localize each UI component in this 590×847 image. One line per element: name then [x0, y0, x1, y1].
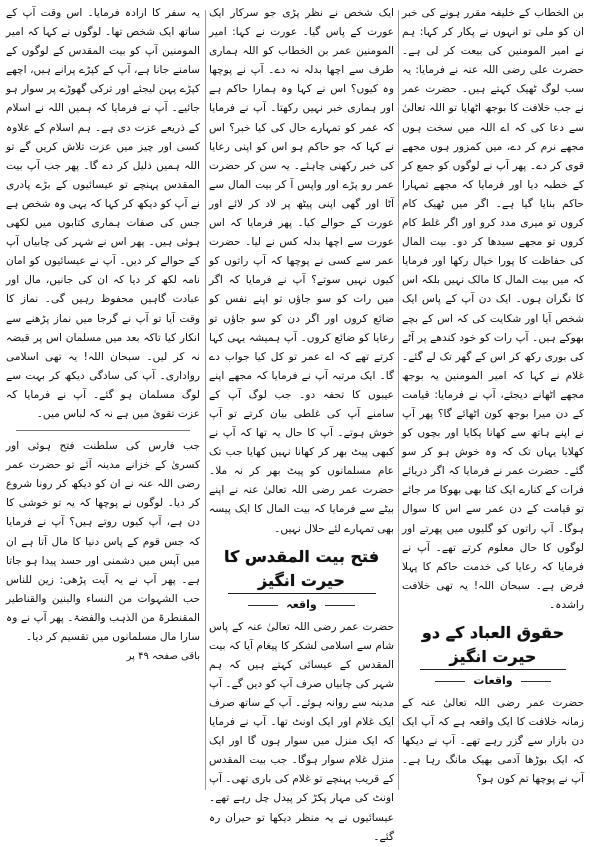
- column-middle: [209, 4, 394, 843]
- section-heading: فتح بیت المقدس کا حیرت انگیز: [209, 545, 394, 594]
- section-subheading-text: واقعات: [465, 672, 520, 690]
- section-subheading-text: واقعہ: [278, 596, 324, 614]
- section-subheading: [402, 672, 584, 690]
- column-left: [6, 4, 200, 796]
- article-text: حضرت عمر رضی اللہ تعالیٰ عنہ کے زمانہ خلافت کا ایک واقعہ ہے کہ آپ ایک دن بازار سے گزر رہے تھے۔ آپ نے دیکھا کہ ایک بوڑھا آدمی بھیک مانگ رہا ہے۔ آپ نے پوچھا تم کون ہو؟: [402, 697, 584, 786]
- column-right: [402, 4, 584, 796]
- article-text: بن الخطاب کے خلیفہ مقرر ہونے کی خبر ان کو ملی تو انہوں نے پکار کر کہا: ہم نے امیر المومنین کی بیعت کر لی ہے۔ حضرت علی رضی اللہ عنہ نے فرمایا: یہ سب لوگ ٹھیک کہتے ہیں۔ حضرت عمر نے جب خلافت کا بوجھ اٹھایا تو اللہ تعالیٰ سے دعا کی کہ اے اللہ میں سخت ہوں مجھے نرم کر دے، میں کمزور ہوں مجھے قوی کر دے۔ پھر آپ نے لوگوں کو جمع کر کے خطبہ دیا اور فرمایا کہ مجھے تمہارا حاکم بنایا گیا ہے۔ اگر میں ٹھیک کام کروں تو میری مدد کرو اور اگر غلط کام کروں تو مجھے سیدھا کر دو۔ بیت المال کی حفاظت کا پورا خیال رکھا اور فرمایا کہ میں بیت المال کا مالک نہیں بلکہ اس کا نگران ہوں۔ ایک دن آپ کے پاس ایک شخص آیا اور شکایت کی کہ اس کے بچے بھوکے ہیں۔ آپ رات کو خود کندھے پر آٹے کی بوری رکھ کر اس کے گھر تک لے گئے۔ غلام نے کہا کہ امیر المومنین یہ بوجھ مجھے اٹھانے دیجئے، آپ نے فرمایا: قیامت کے دن میرا بوجھ کون اٹھائے گا؟ پھر آپ نے اپنے ہاتھ سے کھانا پکایا اور بچوں کو کھلایا یہاں تک کہ وہ خوش ہو کر سو گئے۔ حضرت عمر نے فرمایا کہ اگر دریائے فرات کے کنارے ایک کتا بھی بھوکا مر جائے تو قیامت کے دن عمر سے اس کا سوال ہوگا۔ آپ راتوں کو گلیوں میں پھرتے اور لوگوں کا حال معلوم کرتے تھے۔ آپ نے فرمایا کہ رعایا کی خدمت حاکم کا پہلا فرض ہے۔ سبحان اللہ! یہ تھی خلافت راشدہ۔: [402, 7, 584, 611]
- column-divider: [205, 10, 206, 790]
- continued-note: باقی صفحہ ۴۹ پر: [126, 651, 200, 663]
- story-divider: [16, 430, 190, 431]
- article-text: حضرت عمر رضی اللہ تعالیٰ عنہ کے پاس شام سے اسلامی لشکر کا پیغام آیا کہ بیت المقدس کے عیسائی کہتے ہیں کہ ہم شہر کی چابیاں صرف آپ کو دیں گے۔ آپ مدینہ سے روانہ ہوئے۔ آپ کے ساتھ صرف ایک غلام اور ایک اونٹ تھا۔ آپ نے فرمایا کہ ایک منزل میں سوار ہوں گا اور ایک منزل غلام سوار ہوگا۔ جب بیت المقدس کے قریب پہنچے تو غلام کی باری تھی۔ آپ اونٹ کی مہار پکڑ کر پیدل چل رہے تھے۔ عیسائیوں نے یہ منظر دیکھا تو حیران رہ گئے۔: [209, 620, 394, 843]
- newspaper-page: [6, 4, 584, 843]
- article-text: جب فارس کی سلطنت فتح ہوئی اور کسریٰ کے خزانے مدینہ آئے تو حضرت عمر رضی اللہ عنہ نے ان کو دیکھ کر رونا شروع کر دیا۔ لوگوں نے پوچھا کہ یہ تو خوشی کا دن ہے، آپ کیوں روتے ہیں؟ آپ نے فرمایا کہ جس قوم کے پاس دنیا کا مال آتا ہے ان میں آپس میں دشمنی اور حسد پیدا ہو جاتا ہے۔ پھر آپ نے یہ آیت پڑھی: زین للناس حب الشہوات من النساء والبنین والقناطیر المقنطرۃ من الذہب والفضۃ۔ پھر آپ نے وہ سارا مال مسلمانوں میں تقسیم کر دیا۔: [6, 440, 200, 643]
- article-text: ایک شخص نے نظر پڑی جو سرکار ایک عورت کے پاس گیا۔ عورت نے کہا: امیر المومنین عمر بن الخطاب کو اللہ ہماری طرف سے اچھا بدلہ نہ دے۔ آپ نے پوچھا وہ کیوں؟ اس نے کہا وہ ہمارا حاکم ہے اور ہماری خبر نہیں رکھتا۔ آپ نے فرمایا کہ عمر کو تمہارے حال کی کیا خبر؟ اس نے کہا کہ جو حاکم ہو اس کو اپنی رعایا کی خبر رکھنی چاہئے۔ یہ سن کر حضرت عمر رو پڑے اور واپس آ کر بیت المال سے آٹا اور گھی اپنی پیٹھ پر لاد کر لائے اور عورت کے حوالے کیا۔ پھر فرمایا کہ اس عورت سے اچھا بدلہ کس نے لیا۔ حضرت عمر سے کسی نے پوچھا کہ آپ راتوں کو کیوں نہیں سوتے؟ آپ نے فرمایا کہ اگر میں رات کو سو جاؤں تو اپنے نفس کو ضائع کروں اور اگر دن کو سو جاؤں تو رعایا کو ضائع کروں۔ آپ ہمیشہ یہی کہا کرتے تھے کہ اے عمر تو کل کیا جواب دے گا۔ ایک مرتبہ آپ نے فرمایا کہ مجھے اپنے عیبوں کا تحفہ دو۔ جب لوگ آپ کے سامنے آپ کی غلطی بیان کرتے تو آپ خوش ہوتے۔ آپ کا حال یہ تھا کہ آپ نے کبھی پیٹ بھر کر کھانا نہیں کھایا جب تک عام مسلمانوں کو پیٹ بھر کر نہ ملا۔ حضرت عمر رضی اللہ تعالیٰ عنہ نے اپنے بیٹے سے فرمایا کہ بیت المال کا ایک پیسہ بھی تمہارے لئے حلال نہیں۔: [209, 7, 394, 535]
- section-heading: حقوق العباد کے دو حیرت انگیز: [402, 621, 584, 670]
- column-divider: [398, 10, 399, 790]
- section-subheading: [209, 596, 394, 614]
- article-text: یہ سفر کا ارادہ فرمایا۔ اس وقت آپ کے ساتھ ایک شخص تھا۔ لوگوں نے کہا کہ امیر المومنین آپ کو بیت المقدس کے لوگوں کے سامنے جانا ہے، آپ کے کپڑے پرانے ہیں، اچھے کپڑے پہن لیجئے اور ترکی گھوڑے پر سوار ہو جائیے۔ آپ نے فرمایا کہ ہمیں اللہ نے اسلام کے ذریعے عزت دی ہے۔ ہم اسلام کے علاوہ کسی اور چیز میں عزت تلاش کریں گے تو اللہ ہمیں ذلیل کر دے گا۔ پھر جب آپ بیت المقدس پہنچے تو عیسائیوں کے بڑے پادری نے آپ کو دیکھ کر کہا کہ یہی وہ شخص ہے جس کی صفات ہماری کتابوں میں لکھی ہوئی ہیں۔ پھر اس نے شہر کی چابیاں آپ کے حوالے کر دیں۔ آپ نے عیسائیوں کو امان نامہ لکھ کر دیا کہ ان کی جانیں، مال اور عبادت گاہیں محفوظ رہیں گی۔ نماز کا وقت آیا تو آپ نے گرجا میں نماز پڑھنے سے انکار کیا تاکہ بعد میں مسلمان اس پر قبضہ نہ کر لیں۔ سبحان اللہ! یہ تھی اسلامی رواداری۔ آپ کی سادگی دیکھ کر بہت سے لوگ مسلمان ہو گئے۔ آپ نے فرمایا کہ عزت تقویٰ میں ہے نہ کہ لباس میں۔: [6, 7, 200, 420]
